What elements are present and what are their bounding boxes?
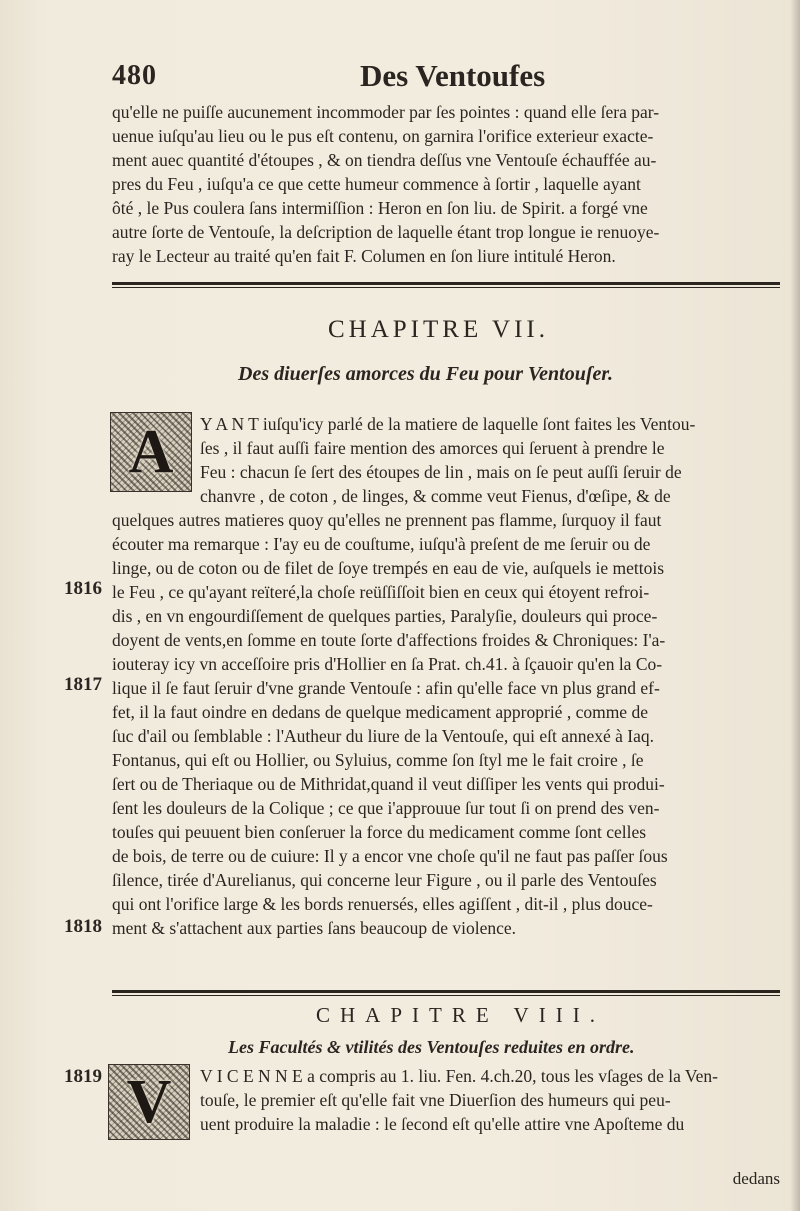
chapter-subtitle: Des diuerſes amorces du Feu pour Ventouſer. [238,363,614,385]
text-line: uenue iuſqu'au lieu ou le pus eſt contenu, on garnira l'orifice exterieur exacte- [112,126,654,146]
catchword: dedans [732,1169,780,1188]
text-line: qui ont l'orifice large & les bords renuersés, elles agiſſent , dit-il , plus douce- [112,894,653,914]
initial-letter: A [128,417,174,486]
text-line: ray le Lecteur au traité qu'en fait F. Columen en ſon liure intitulé Heron. [112,246,616,266]
section-divider-thin [112,995,780,996]
paragraph-top [112,100,784,270]
text-line: doyent de vents,en ſomme en toute ſorte d'affections froides & Chroniques: I'a- [112,630,666,650]
page-number: 480 [112,60,157,91]
text-line: quelques autres matieres quoy qu'elles ne prennent pas flamme, ſurquoy il faut [112,510,662,530]
text-line: ſilence, tirée d'Aurelianus, qui concerne leur Figure , ou il parle des Ventouſes [112,870,657,890]
running-title: Des Ventoufes [360,58,546,93]
text-line: ment auec quantité d'étoupes , & on tiendra deſſus vne Ventouſe échauffée au- [112,150,657,170]
margin-number: 1818 [64,916,102,937]
chapter-heading: CHAPITRE VIII. [316,1003,605,1027]
text-line: uent produire la maladie : le ſecond eſt qu'elle attire vne Apoſteme du [200,1114,685,1134]
section-divider [112,282,780,285]
text-line: de bois, de terre ou de cuiure: Il y a encor vne choſe qu'il ne faut pas paſſer ſous [112,846,668,866]
chapter-body [112,1064,784,1144]
text-line: ſuc d'ail ou ſemblable : l'Autheur du liure de la Ventouſe, qui eſt annexé à Iaq. [112,726,654,746]
initial-letter: V [126,1067,172,1136]
text-line: ſert ou de Theriaque ou de Mithridat,quand il veut diſſiper les vents qui produi- [112,774,665,794]
text-line: ſes , il faut auſſi faire mention des amorces qui ſeruent à prendre le [200,438,665,458]
text-line: ment & s'attachent aux parties ſans beaucoup de violence. [112,918,517,938]
section-divider-thin [112,287,780,288]
margin-number: 1819 [64,1066,102,1087]
text-line: Feu : chacun ſe ſert des étoupes de lin , mais on ſe peut auſſi ſeruir de [200,462,682,482]
text-line: autre ſorte de Ventouſe, la deſcription de laquelle étant trop longue ie renuoye- [112,222,660,242]
chapter-heading: CHAPITRE VII. [328,316,549,343]
text-line: fet, il la faut oindre en dedans de quelque medicament approprié , comme de [112,702,648,722]
text-line: Fontanus, qui eſt ou Hollier, ou Syluius, comme ſon ſtyl me le fait croire , ſe [112,750,644,770]
text-line: touſes qui peuuent bien conſeruer la force du medicament comme ſont celles [112,822,647,842]
chapter-body [112,412,784,972]
chapter-subtitle: Les Facultés & vtilités des Ventouſes reduites en ordre. [228,1037,635,1057]
margin-number: 1816 [64,578,102,599]
text-line: ſent les douleurs de la Colique ; ce que i'approuue ſur tout ſi on prend des ven- [112,798,660,818]
text-line: Y A N T iuſqu'icy parlé de la matiere de laquelle ſont faites les Ventou- [200,414,696,434]
running-head [112,58,770,94]
text-line: chanvre , de coton , de linges, & comme veut Fienus, d'œſipe, & de [200,486,671,506]
text-line: iouteray icy vn acceſſoire pris d'Hollier en ſa Prat. ch.41. à ſçauoir qu'en la Co- [112,654,663,674]
text-line: qu'elle ne puiſſe aucunement incommoder par ſes pointes : quand elle ſera par- [112,102,660,122]
text-line: linge, ou de coton ou de filet de ſoye trempés en eau de vie, auſquels ie mettois [112,558,665,578]
text-line: le Feu , ce qu'ayant reïteré,la choſe reüſſiſſoit bien en ceux qui étoyent refroi- [112,582,650,602]
text-line: pres du Feu , iuſqu'a ce que cette humeur commence à ſortir , laquelle ayant [112,174,641,194]
text-line: V I C E N N E a compris au 1. liu. Fen. 4.ch.20, tous les vſages de la Ven- [200,1066,718,1086]
margin-number: 1817 [64,674,102,695]
text-line: dis , en vn engourdiſſement de quelques parties, Paralyſie, douleurs qui proce- [112,606,658,626]
text-line: écouter ma remarque : I'ay eu de couſtume, iuſqu'à preſent de me ſeruir ou de [112,534,651,554]
text-line: touſe, le premier eſt qu'elle fait vne Diuerſion des humeurs qui peu- [200,1090,671,1110]
text-line: lique il ſe faut ſeruir d'vne grande Ventouſe : afin qu'elle face vn plus grand ef- [112,678,660,698]
section-divider [112,990,780,993]
text-line: ôté , le Pus coulera ſans intermiſſion : Heron en ſon liu. de Spirit. a forgé vne [112,198,648,218]
page-edge-shadow [790,0,800,1211]
